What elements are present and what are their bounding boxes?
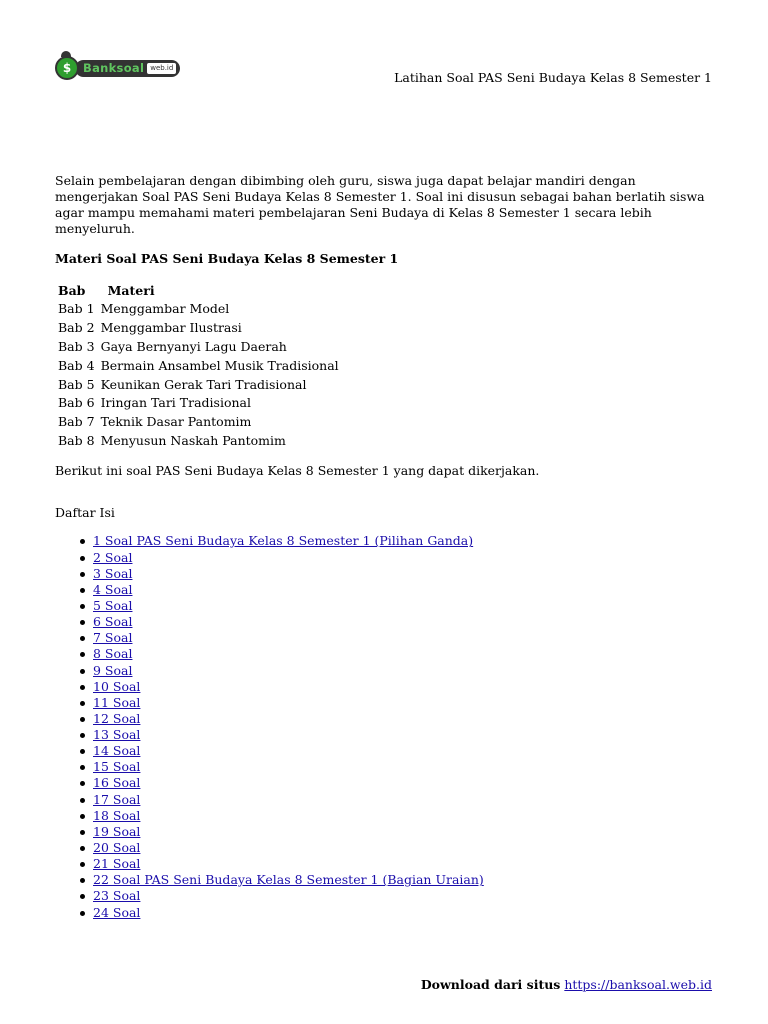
toc-item — [93, 808, 715, 824]
toc-link[interactable]: 14 Soal — [93, 743, 141, 759]
toc-link[interactable]: 9 Soal — [93, 662, 133, 678]
toc-link[interactable]: 7 Soal — [93, 630, 133, 646]
toc-link[interactable]: 1 Soal PAS Seni Budaya Kelas 8 Semester 1 (Pilihan Ganda) — [93, 533, 474, 549]
toc-item — [93, 856, 715, 872]
toc-link[interactable]: 21 Soal — [93, 856, 141, 872]
table-header-row — [56, 282, 343, 300]
toc-link[interactable]: 8 Soal — [93, 646, 133, 662]
bab-cell: Bab 4 — [58, 357, 95, 373]
materi-cell: Keunikan Gerak Tari Tradisional — [100, 376, 307, 392]
footer-label: Download dari situs — [420, 977, 561, 992]
toc-title: Daftar Isi — [55, 505, 115, 521]
bab-cell: Bab 1 — [58, 301, 95, 317]
toc-link[interactable]: 19 Soal — [93, 823, 141, 839]
toc-item — [93, 582, 715, 598]
intro-paragraph: Selain pembelajaran dengan dibimbing oleh guru, siswa juga dapat belajar mandiri dengan mengerjakan Soal PAS Seni Budaya Kelas 8 Semester 1. Soal ini disusun sebagai bahan berlatih siswa agar mampu memahami materi pembelajaran Seni Budaya di Kelas 8 Semester 1 secara lebih menyeluruh. — [55, 173, 705, 236]
materi-cell: Menyusun Naskah Pantomim — [100, 432, 286, 448]
logo-tag: web.id — [147, 63, 176, 74]
toc-link[interactable]: 3 Soal — [93, 565, 133, 581]
toc-link[interactable]: 24 Soal — [93, 904, 141, 920]
toc-link[interactable]: 12 Soal — [93, 710, 141, 726]
bab-cell: Bab 2 — [58, 320, 95, 336]
table-of-contents — [55, 533, 715, 920]
toc-link[interactable]: 5 Soal — [93, 597, 133, 613]
materi-cell: Menggambar Ilustrasi — [100, 320, 242, 336]
money-bag-icon: $ — [55, 56, 79, 80]
bab-cell: Bab 5 — [58, 376, 95, 392]
logo-wordmark — [75, 60, 180, 77]
table-row — [56, 300, 343, 319]
materi-cell: Teknik Dasar Pantomim — [100, 414, 252, 430]
soal-intro-text: Berikut ini soal PAS Seni Budaya Kelas 8 Semester 1 yang dapat dikerjakan. — [55, 463, 540, 479]
footer-download — [421, 977, 712, 992]
table-row — [56, 338, 343, 357]
toc-item — [93, 679, 715, 695]
table-header-materi: Materi — [107, 283, 155, 298]
table-row — [56, 356, 343, 375]
table-row — [56, 319, 343, 338]
footer-site-link[interactable]: https://banksoal.web.id — [564, 977, 712, 992]
toc-link[interactable]: 22 Soal PAS Seni Budaya Kelas 8 Semester 1 (Bagian Uraian) — [93, 872, 484, 888]
table-row — [56, 413, 343, 432]
toc-item — [93, 872, 715, 888]
toc-item — [93, 646, 715, 662]
bab-cell: Bab 8 — [58, 432, 95, 448]
toc-item — [93, 663, 715, 679]
toc-item — [93, 695, 715, 711]
toc-link[interactable]: 2 Soal — [93, 549, 133, 565]
toc-link[interactable]: 6 Soal — [93, 614, 133, 630]
toc-link[interactable]: 10 Soal — [93, 678, 141, 694]
document-body — [55, 173, 715, 921]
toc-item — [93, 598, 715, 614]
table-row — [56, 394, 343, 413]
toc-link[interactable]: 4 Soal — [93, 581, 133, 597]
materi-cell: Iringan Tari Tradisional — [100, 395, 251, 411]
bab-cell: Bab 7 — [58, 414, 95, 430]
materi-table — [56, 282, 343, 450]
materi-cell: Gaya Bernyanyi Lagu Daerah — [100, 338, 287, 354]
materi-cell: Menggambar Model — [100, 301, 230, 317]
toc-item — [93, 711, 715, 727]
toc-item — [93, 840, 715, 856]
toc-item — [93, 824, 715, 840]
toc-item — [93, 533, 715, 549]
toc-item — [93, 566, 715, 582]
toc-item — [93, 743, 715, 759]
toc-item — [93, 905, 715, 921]
toc-link[interactable]: 17 Soal — [93, 791, 141, 807]
materi-cell: Bermain Ansambel Musik Tradisional — [100, 357, 339, 373]
toc-item — [93, 727, 715, 743]
logo-text: Banksoal — [83, 61, 145, 75]
bab-cell: Bab 3 — [58, 338, 95, 354]
toc-link[interactable]: 11 Soal — [93, 694, 141, 710]
toc-item — [93, 759, 715, 775]
toc-item — [93, 614, 715, 630]
materi-heading: Materi Soal PAS Seni Budaya Kelas 8 Semester 1 — [55, 251, 399, 266]
toc-item — [93, 792, 715, 808]
toc-link[interactable]: 20 Soal — [93, 840, 141, 856]
toc-link[interactable]: 23 Soal — [93, 888, 141, 904]
toc-link[interactable]: 15 Soal — [93, 759, 141, 775]
toc-link[interactable]: 13 Soal — [93, 727, 141, 743]
site-logo — [55, 54, 180, 82]
table-header-bab: Bab — [58, 283, 86, 298]
bab-cell: Bab 6 — [58, 395, 95, 411]
toc-item — [93, 550, 715, 566]
toc-item — [93, 630, 715, 646]
toc-item — [93, 775, 715, 791]
table-row — [56, 432, 343, 451]
toc-link[interactable]: 18 Soal — [93, 807, 141, 823]
toc-link[interactable]: 16 Soal — [93, 775, 141, 791]
toc-item — [93, 888, 715, 904]
page-header-title: Latihan Soal PAS Seni Budaya Kelas 8 Semester 1 — [394, 70, 712, 85]
table-row — [56, 375, 343, 394]
